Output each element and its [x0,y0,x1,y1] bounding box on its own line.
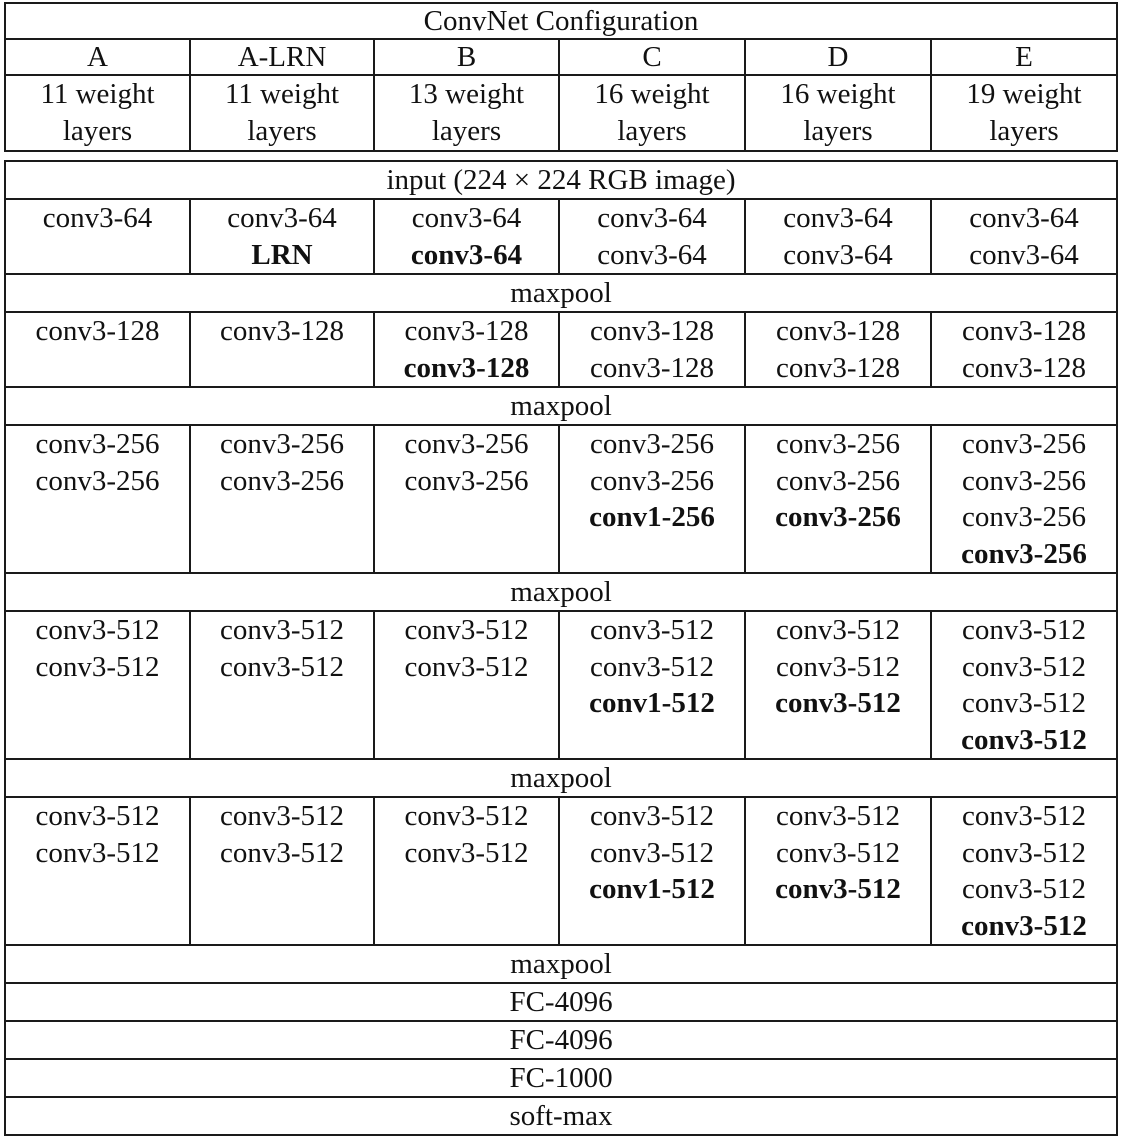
header-table [4,2,1118,152]
layer-label: conv3-512 [962,650,1087,683]
layer-label: conv3-64 [969,238,1079,271]
added-layer-label: conv3-512 [961,723,1087,756]
layer-label: conv3-256 [962,464,1087,497]
layer-label: conv3-512 [775,650,901,683]
depth-label-line: 19 weight [966,78,1082,110]
layer-label: conv3-256 [589,428,715,460]
depth-cell-a [5,75,190,151]
layer-label: conv3-64 [969,202,1079,234]
layer-label: conv3-512 [589,800,715,832]
layer-label: conv3-64 [42,202,153,234]
layer-cell-a-lrn [190,199,374,274]
layer-cell-b [374,312,559,387]
layer-cell-d [745,797,931,945]
soft-max-row: soft-max [5,1097,1117,1135]
added-layer-label: conv3-512 [775,873,901,905]
config-id-d: D [745,39,931,75]
layer-block-row [5,611,1117,759]
layer-cell-d [745,425,931,573]
layers-table [4,160,1118,1136]
layer-label: conv3-512 [589,650,715,683]
layer-label: conv3-512 [589,836,715,869]
config-id-c: C [559,39,745,75]
maxpool-row: maxpool [5,573,1117,611]
layer-label: conv3-512 [404,614,529,646]
depth-cell-a-lrn [190,75,374,151]
layer-label: conv3-128 [775,351,901,384]
layer-cell-b [374,199,559,274]
layer-label: conv3-512 [962,614,1087,646]
fc-4096-row: FC-4096 [5,983,1117,1021]
added-layer-label: conv1-512 [589,873,715,905]
depth-label-line: layers [431,114,502,147]
depth-label-line: layers [617,114,687,147]
layer-label: conv3-256 [404,428,529,460]
maxpool-row: maxpool [5,945,1117,983]
layer-label: conv3-64 [783,202,893,234]
layer-cell-c [559,611,745,759]
layer-label: conv3-256 [219,428,345,460]
layer-cell-c [559,312,745,387]
layer-cell-a [5,199,190,274]
added-layer-label: conv3-512 [961,909,1087,942]
added-layer-label: conv3-128 [403,351,530,384]
layer-label: conv3-64 [597,238,707,271]
added-layer-label: conv3-512 [775,687,901,719]
depth-label-line: layers [247,114,317,147]
layer-label: conv3-64 [783,238,893,271]
depth-cell-b [374,75,559,151]
layer-cell-b [374,425,559,573]
layer-label: conv3-512 [404,650,529,683]
layer-label: conv3-512 [219,836,345,869]
layer-label: conv3-512 [219,800,345,832]
config-id-a: A [5,39,190,75]
layer-label: conv3-512 [962,873,1087,905]
layer-label: conv3-512 [219,650,345,683]
depth-cell-e [931,75,1117,151]
layer-label: conv3-128 [404,315,529,347]
layer-label: conv3-512 [962,687,1087,719]
layer-block-row [5,797,1117,945]
layer-label: conv3-512 [775,800,901,832]
depth-label-line: 11 weight [224,78,340,110]
fc-4096-row: FC-4096 [5,1021,1117,1059]
layer-cell-a [5,312,190,387]
config-id-b: B [374,39,559,75]
layer-cell-e [931,199,1117,274]
layer-cell-e [931,611,1117,759]
layer-cell-a [5,611,190,759]
layers-table-body [5,161,1117,1135]
added-layer-label: conv3-256 [775,501,901,533]
layer-label: conv3-128 [35,315,160,347]
layer-label: conv3-128 [775,315,901,347]
added-layer-label: conv3-256 [961,537,1087,570]
layer-label: conv3-64 [411,202,522,234]
fc-1000-row: FC-1000 [5,1059,1117,1097]
layer-cell-d [745,199,931,274]
layer-cell-e [931,312,1117,387]
added-layer-label: conv1-256 [589,501,715,533]
depth-label-line: layers [989,114,1059,147]
config-id-a-lrn: A-LRN [190,39,374,75]
layer-label: conv3-256 [219,464,345,497]
layer-label: conv3-256 [962,428,1087,460]
maxpool-row: maxpool [5,759,1117,797]
layer-cell-a [5,797,190,945]
depth-cell-d [745,75,931,151]
layer-label: conv3-256 [775,464,901,497]
added-layer-label: conv3-64 [410,238,523,271]
config-id-e: E [931,39,1117,75]
maxpool-row: maxpool [5,274,1117,312]
layer-label: conv3-256 [35,464,160,497]
layer-cell-b [374,797,559,945]
layer-block-row [5,312,1117,387]
layer-cell-a-lrn [190,312,374,387]
layer-label: conv3-256 [775,428,901,460]
added-layer-label: LRN [251,238,313,271]
layer-label: conv3-512 [775,614,901,646]
layer-label: conv3-256 [962,501,1087,533]
layer-label: conv3-512 [219,614,345,646]
layer-label: conv3-512 [35,800,160,832]
layer-label: conv3-256 [35,428,160,460]
layer-cell-d [745,611,931,759]
layer-cell-b [374,611,559,759]
layer-cell-e [931,425,1117,573]
layer-label: conv3-512 [962,800,1087,832]
layer-label: conv3-512 [35,614,160,646]
layer-cell-d [745,312,931,387]
layer-label: conv3-512 [35,650,160,683]
layer-label: conv3-512 [404,800,529,832]
layer-block-row [5,425,1117,573]
maxpool-row: maxpool [5,387,1117,425]
depth-label-line: 16 weight [780,78,896,110]
layer-cell-c [559,797,745,945]
depth-label-line: layers [803,114,873,147]
depth-label-line: 13 weight [408,78,525,110]
layer-cell-c [559,425,745,573]
input-row: input (224 × 224 RGB image) [5,161,1117,199]
added-layer-label: conv1-512 [589,687,715,719]
layer-cell-e [931,797,1117,945]
layer-label: conv3-256 [589,464,715,497]
layer-label: conv3-512 [589,614,715,646]
table-title: ConvNet Configuration [5,3,1117,39]
layer-cell-a-lrn [190,425,374,573]
layer-label: conv3-512 [775,836,901,869]
layer-label: conv3-512 [404,836,529,869]
layer-label: conv3-128 [219,315,345,347]
layer-cell-a-lrn [190,797,374,945]
layer-label: conv3-64 [227,202,337,234]
layer-label: conv3-512 [962,836,1087,869]
layer-label: conv3-128 [962,315,1087,347]
layer-label: conv3-256 [404,464,529,497]
layer-label: conv3-512 [35,836,160,869]
layer-cell-a-lrn [190,611,374,759]
layer-label: conv3-128 [589,351,715,384]
depth-label-line: layers [62,114,133,147]
depth-cell-c [559,75,745,151]
layer-label: conv3-128 [589,315,715,347]
layer-cell-a [5,425,190,573]
depth-label-line: 11 weight [40,78,155,110]
layer-label: conv3-128 [962,351,1087,384]
layer-cell-c [559,199,745,274]
layer-block-row [5,199,1117,274]
depth-label-line: 16 weight [594,78,710,110]
layer-label: conv3-64 [597,202,707,234]
